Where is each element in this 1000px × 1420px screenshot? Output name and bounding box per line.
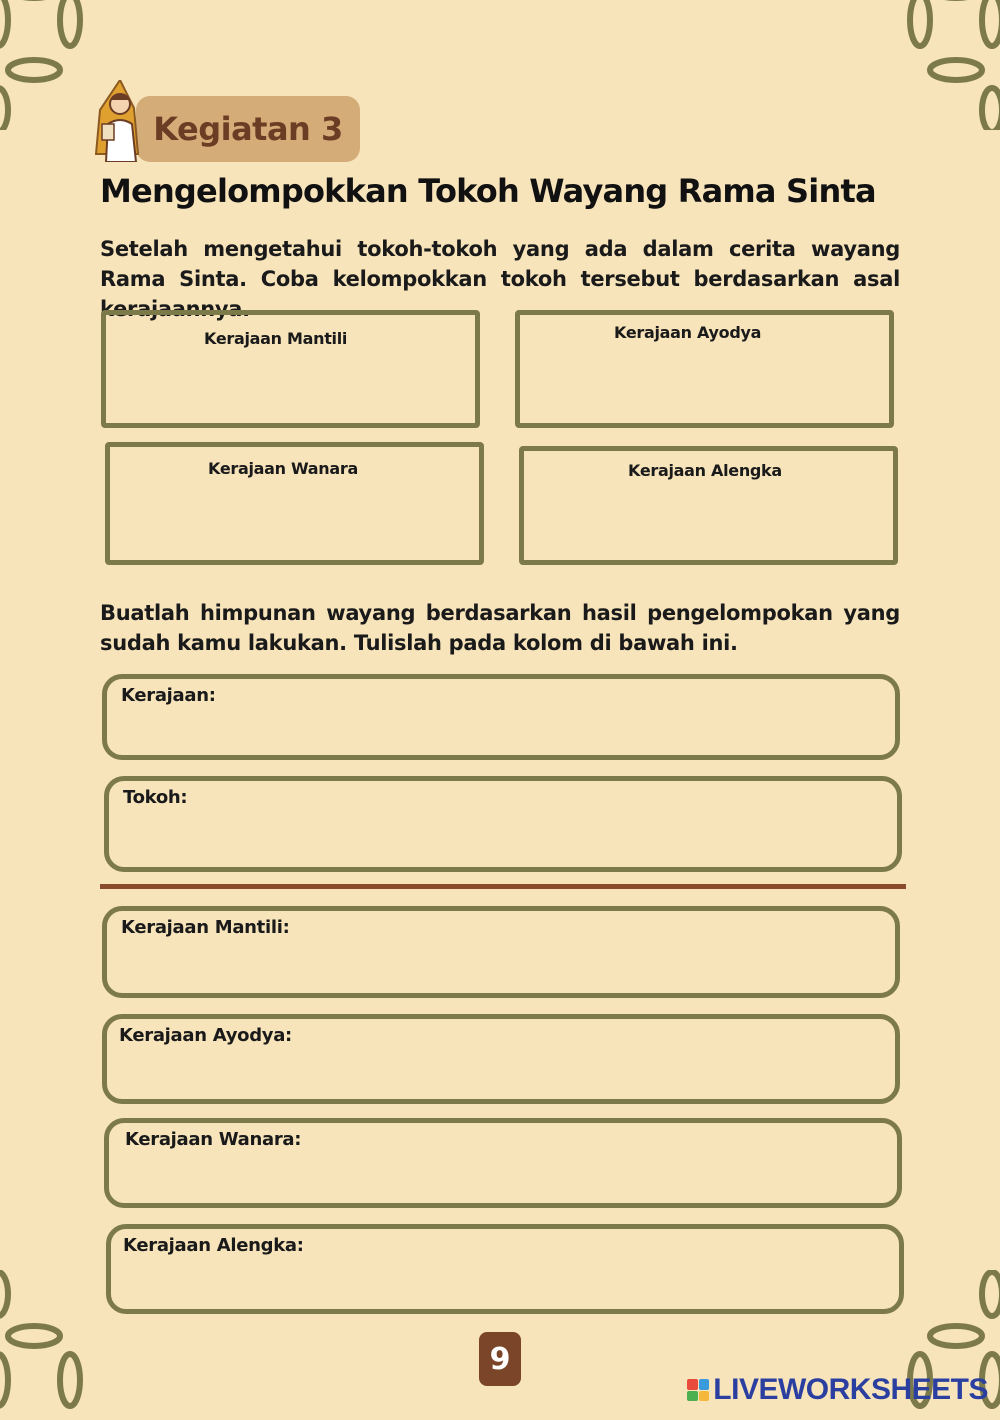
kingdom-box-ayodya[interactable] xyxy=(515,310,894,428)
activity-badge xyxy=(136,96,360,162)
page-title: Mengelompokkan Tokoh Wayang Rama Sinta xyxy=(100,172,876,210)
kingdom-box-alengka[interactable] xyxy=(519,446,898,565)
liveworksheets-brand xyxy=(687,1372,988,1408)
kingdom-box-wanara[interactable] xyxy=(105,442,484,565)
answer-field-ayodya[interactable] xyxy=(102,1014,900,1104)
answer-label: Kerajaan Wanara: xyxy=(125,1129,302,1150)
answer-field-mantili[interactable] xyxy=(102,906,900,998)
brand-name: LIVEWORKSHEETS xyxy=(713,1373,988,1406)
instruction-sets: Buatlah himpunan wayang berdasarkan hasil pengelompokan yang sudah kamu lakukan. Tulislah pada kolom di bawah ini. xyxy=(100,601,900,655)
kingdom-box-label: Kerajaan Ayodya xyxy=(614,323,762,342)
answer-field-wanara[interactable] xyxy=(104,1118,902,1208)
kingdom-box-label: Kerajaan Wanara xyxy=(208,459,358,478)
wayang-figure-icon xyxy=(90,80,150,162)
liveworksheets-logo-icon xyxy=(687,1379,709,1401)
section-divider xyxy=(100,884,906,889)
instruction-grouping: Setelah mengetahui tokoh-tokoh yang ada dalam cerita wayang Rama Sinta. Coba kelompokkan tokoh tersebut berdasarkan asal kerajaannya. xyxy=(100,237,900,321)
activity-label: Kegiatan 3 xyxy=(153,110,343,148)
answer-field-kerajaan[interactable] xyxy=(102,674,900,760)
answer-field-alengka[interactable] xyxy=(106,1224,904,1314)
answer-label: Kerajaan: xyxy=(121,685,216,706)
answer-label: Tokoh: xyxy=(123,787,188,808)
page-number: 9 xyxy=(479,1332,521,1386)
answer-label: Kerajaan Alengka: xyxy=(123,1235,304,1256)
kingdom-box-label: Kerajaan Mantili xyxy=(204,329,348,348)
kawung-ornament-bottom-left xyxy=(0,1270,120,1420)
answer-field-tokoh[interactable] xyxy=(104,776,902,872)
answer-label: Kerajaan Mantili: xyxy=(121,917,290,938)
kawung-ornament-top-right xyxy=(880,0,1000,130)
kingdom-box-label: Kerajaan Alengka xyxy=(628,461,782,480)
kingdom-box-mantili[interactable] xyxy=(101,310,480,428)
answer-label: Kerajaan Ayodya: xyxy=(119,1025,292,1046)
